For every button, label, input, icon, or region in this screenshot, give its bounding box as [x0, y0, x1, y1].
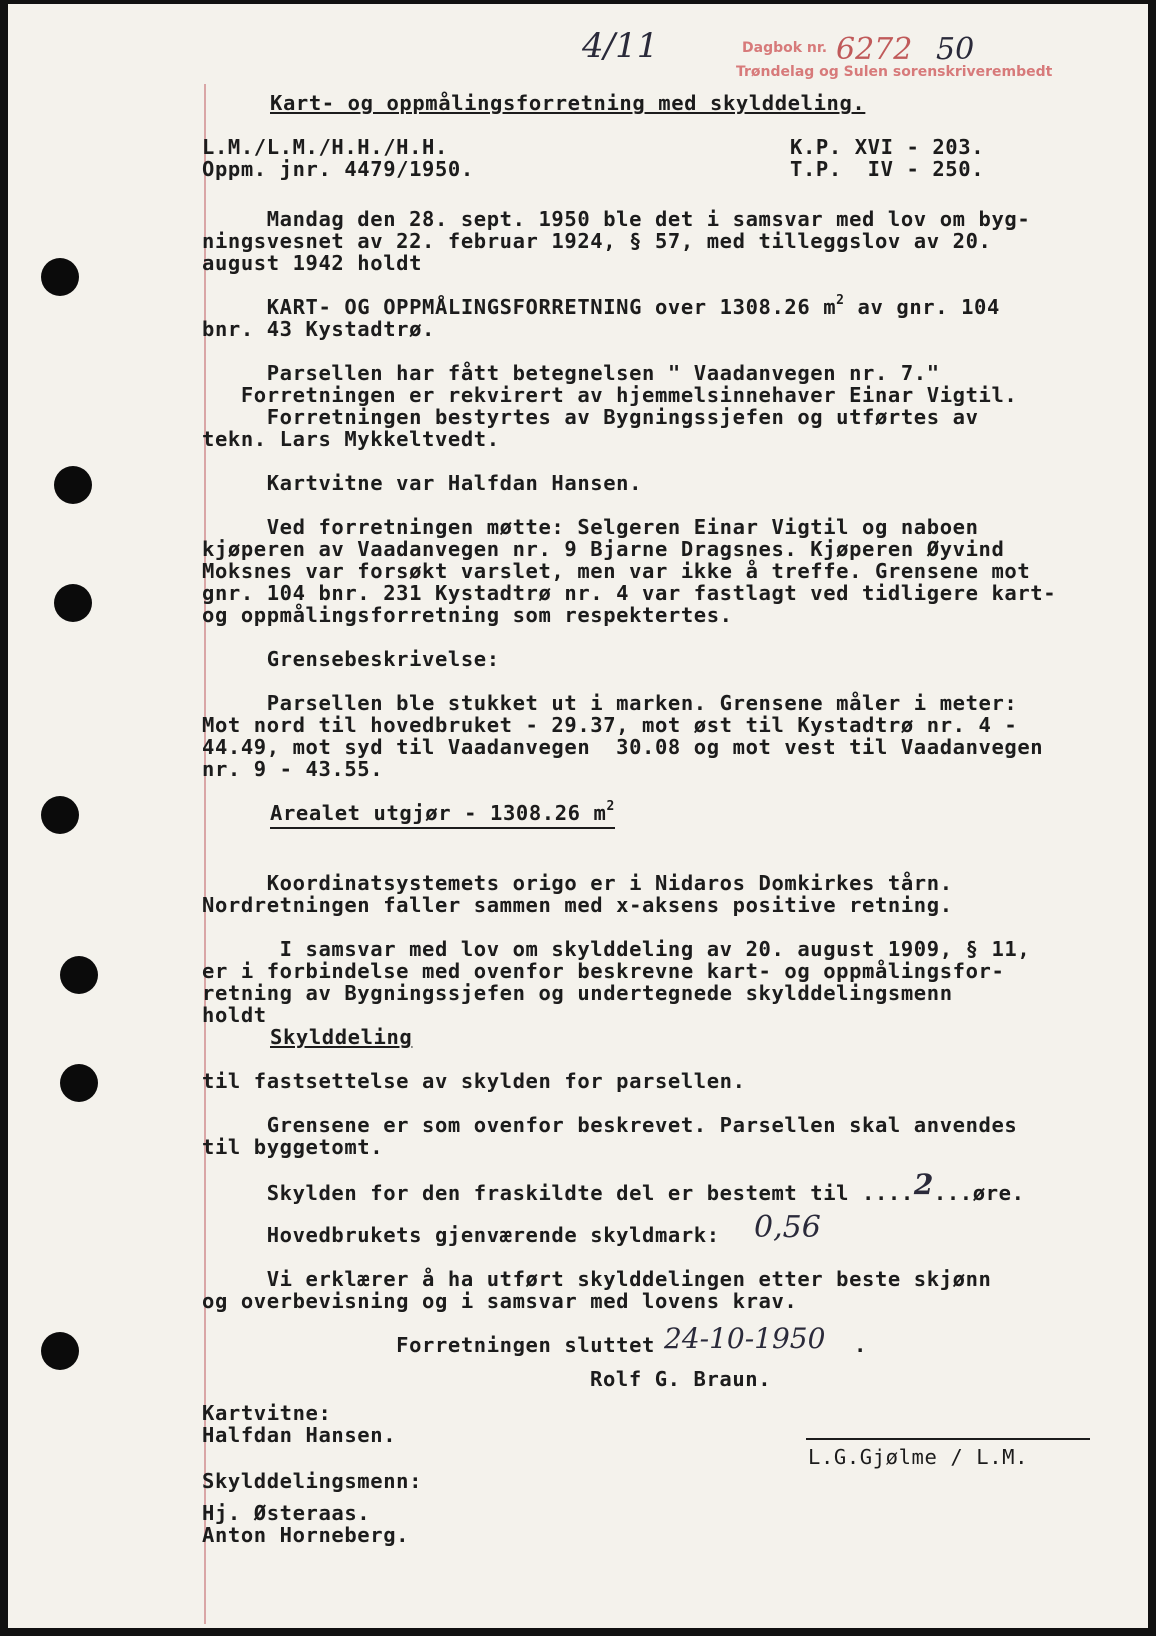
p3-line: Forretningen er rekvirert av hjemmelsinnehaver Einar Vigtil.	[202, 383, 1018, 407]
punch-hole	[41, 1332, 79, 1370]
p8-line: Koordinatsystemets origo er i Nidaros Domkirkes tårn.	[202, 871, 953, 895]
area-text	[270, 801, 615, 829]
date-mark: 4/11	[582, 26, 659, 66]
stamp-line1: Dagbok nr.	[742, 40, 828, 56]
dagbok-number: 6272	[836, 32, 913, 67]
p13-line: Hovedbrukets gjenværende skyldmark:	[202, 1223, 720, 1247]
signer-name: Rolf G. Braun.	[590, 1367, 772, 1391]
p10-line: til fastsettelse av skylden for parsellen.	[202, 1069, 746, 1093]
p12-line	[202, 1168, 1025, 1205]
document-page	[8, 4, 1148, 1628]
p7-line: 44.49, mot syd til Vaadanvegen 30.08 og mot vest til Vaadanvegen	[202, 735, 1044, 759]
p5-line: kjøperen av Vaadanvegen nr. 9 Bjarne Dragsnes. Kjøperen Øyvind	[202, 537, 1005, 561]
p14-line: Vi erklærer å ha utført skylddelingen etter beste skjønn	[202, 1267, 992, 1291]
header-right-1: K.P. XVI - 203.	[790, 135, 985, 159]
p9-line: er i forbindelse med ovenfor beskrevne kart- og oppmålingsfor-	[202, 959, 1005, 983]
p12-dots: ...	[933, 1181, 973, 1205]
skylddelingsmenn-label: Skylddelingsmenn:	[202, 1469, 423, 1493]
p5-line: og oppmålingsforretning som respektertes.	[202, 603, 733, 627]
p7-line: nr. 9 - 43.55.	[202, 757, 384, 781]
p5-line: Ved forretningen møtte: Selgeren Einar Vigtil og naboen	[202, 515, 979, 539]
p2-text-end: av gnr. 104	[844, 295, 1000, 319]
p7-line: Mot nord til hovedbruket - 29.37, mot øst til Kystadtrø nr. 4 -	[202, 713, 1018, 737]
document-title: Kart- og oppmålingsforretning med skylddeling.	[270, 91, 866, 115]
year-mark: 50	[936, 32, 975, 67]
closing-period: .	[854, 1333, 867, 1357]
punch-hole	[54, 466, 92, 504]
ore-value: 2	[913, 1168, 934, 1201]
p6-line: Grensebeskrivelse:	[202, 647, 500, 671]
p3-line: Forretningen bestyrtes av Bygningssjefen og utførtes av	[202, 405, 979, 429]
p12-unit: øre.	[972, 1181, 1025, 1205]
p2-line	[202, 293, 1000, 319]
p4-line: Kartvitne var Halfdan Hansen.	[202, 471, 643, 495]
header-left-1: L.M./L.M./H.H./H.H.	[202, 135, 448, 159]
p11-line: Grensene er som ovenfor beskrevet. Parsellen skal anvendes	[202, 1113, 1018, 1137]
kartvitne-label: Kartvitne:	[202, 1401, 332, 1425]
p14-line: og overbevisning og i samsvar med lovens krav.	[202, 1289, 798, 1313]
closing-date: 24-10-1950	[664, 1322, 826, 1355]
p3-line: Parsellen har fått betegnelsen " Vaadanvegen nr. 7."	[202, 361, 940, 385]
remaining-skyldmark: 0,56	[754, 1210, 821, 1245]
p11-line: til byggetomt.	[202, 1135, 384, 1159]
stamp-line2: Trøndelag og Sulen sorenskriverembedt	[736, 64, 1053, 80]
p1-line: Mandag den 28. sept. 1950 ble det i samsvar med lov om byg-	[202, 207, 1031, 231]
p8-line: Nordretningen faller sammen med x-aksens positive retning.	[202, 893, 953, 917]
signature-rule	[806, 1438, 1090, 1440]
skylddelingsmann-name: Anton Horneberg.	[202, 1523, 410, 1547]
punch-hole	[54, 584, 92, 622]
p5-line: gnr. 104 bnr. 231 Kystadtrø nr. 4 var fastlagt ved tidligere kart-	[202, 581, 1057, 605]
punch-hole	[41, 258, 79, 296]
punch-hole	[60, 1064, 98, 1102]
p9-line: holdt	[202, 1003, 267, 1027]
p9-line: retning av Bygningssjefen og undertegnede skylddelingsmenn	[202, 981, 953, 1005]
skylddeling-heading: Skylddeling	[270, 1025, 413, 1049]
p1-line: ningsvesnet av 22. februar 1924, § 57, med tilleggslov av 20.	[202, 229, 992, 253]
skylddelingsmann-name: Hj. Østeraas.	[202, 1501, 371, 1525]
p5-line: Moksnes var forsøkt varslet, men var ikke å treffe. Grensene mot	[202, 559, 1031, 583]
p2-text: KART- OG OPPMÅLINGSFORRETNING over 1308.26 m	[202, 295, 837, 319]
p7-line: Parsellen ble stukket ut i marken. Grensene måler i meter:	[202, 691, 1018, 715]
gjolme-signature: L.G.Gjølme / L.M.	[808, 1445, 1029, 1469]
header-right-2: T.P. IV - 250.	[790, 157, 985, 181]
p2-line: bnr. 43 Kystadtrø.	[202, 317, 435, 341]
p9-line: I samsvar med lov om skylddeling av 20. august 1909, § 11,	[202, 937, 1031, 961]
p12-dots: ....	[862, 1181, 914, 1205]
p1-line: august 1942 holdt	[202, 251, 423, 275]
p2-sup: 2	[836, 293, 845, 308]
closing-line: Forretningen sluttet	[202, 1333, 655, 1357]
header-left-2: Oppm. jnr. 4479/1950.	[202, 157, 474, 181]
area-sup: 2	[606, 799, 615, 814]
kartvitne-name: Halfdan Hansen.	[202, 1423, 397, 1447]
p12-text: Skylden for den fraskildte del er bestemt til	[202, 1181, 863, 1205]
area-value: Arealet utgjør - 1308.26 m	[270, 801, 607, 825]
area-line	[270, 799, 615, 825]
p3-line: tekn. Lars Mykkeltvedt.	[202, 427, 500, 451]
punch-hole	[60, 956, 98, 994]
punch-hole	[41, 796, 79, 834]
